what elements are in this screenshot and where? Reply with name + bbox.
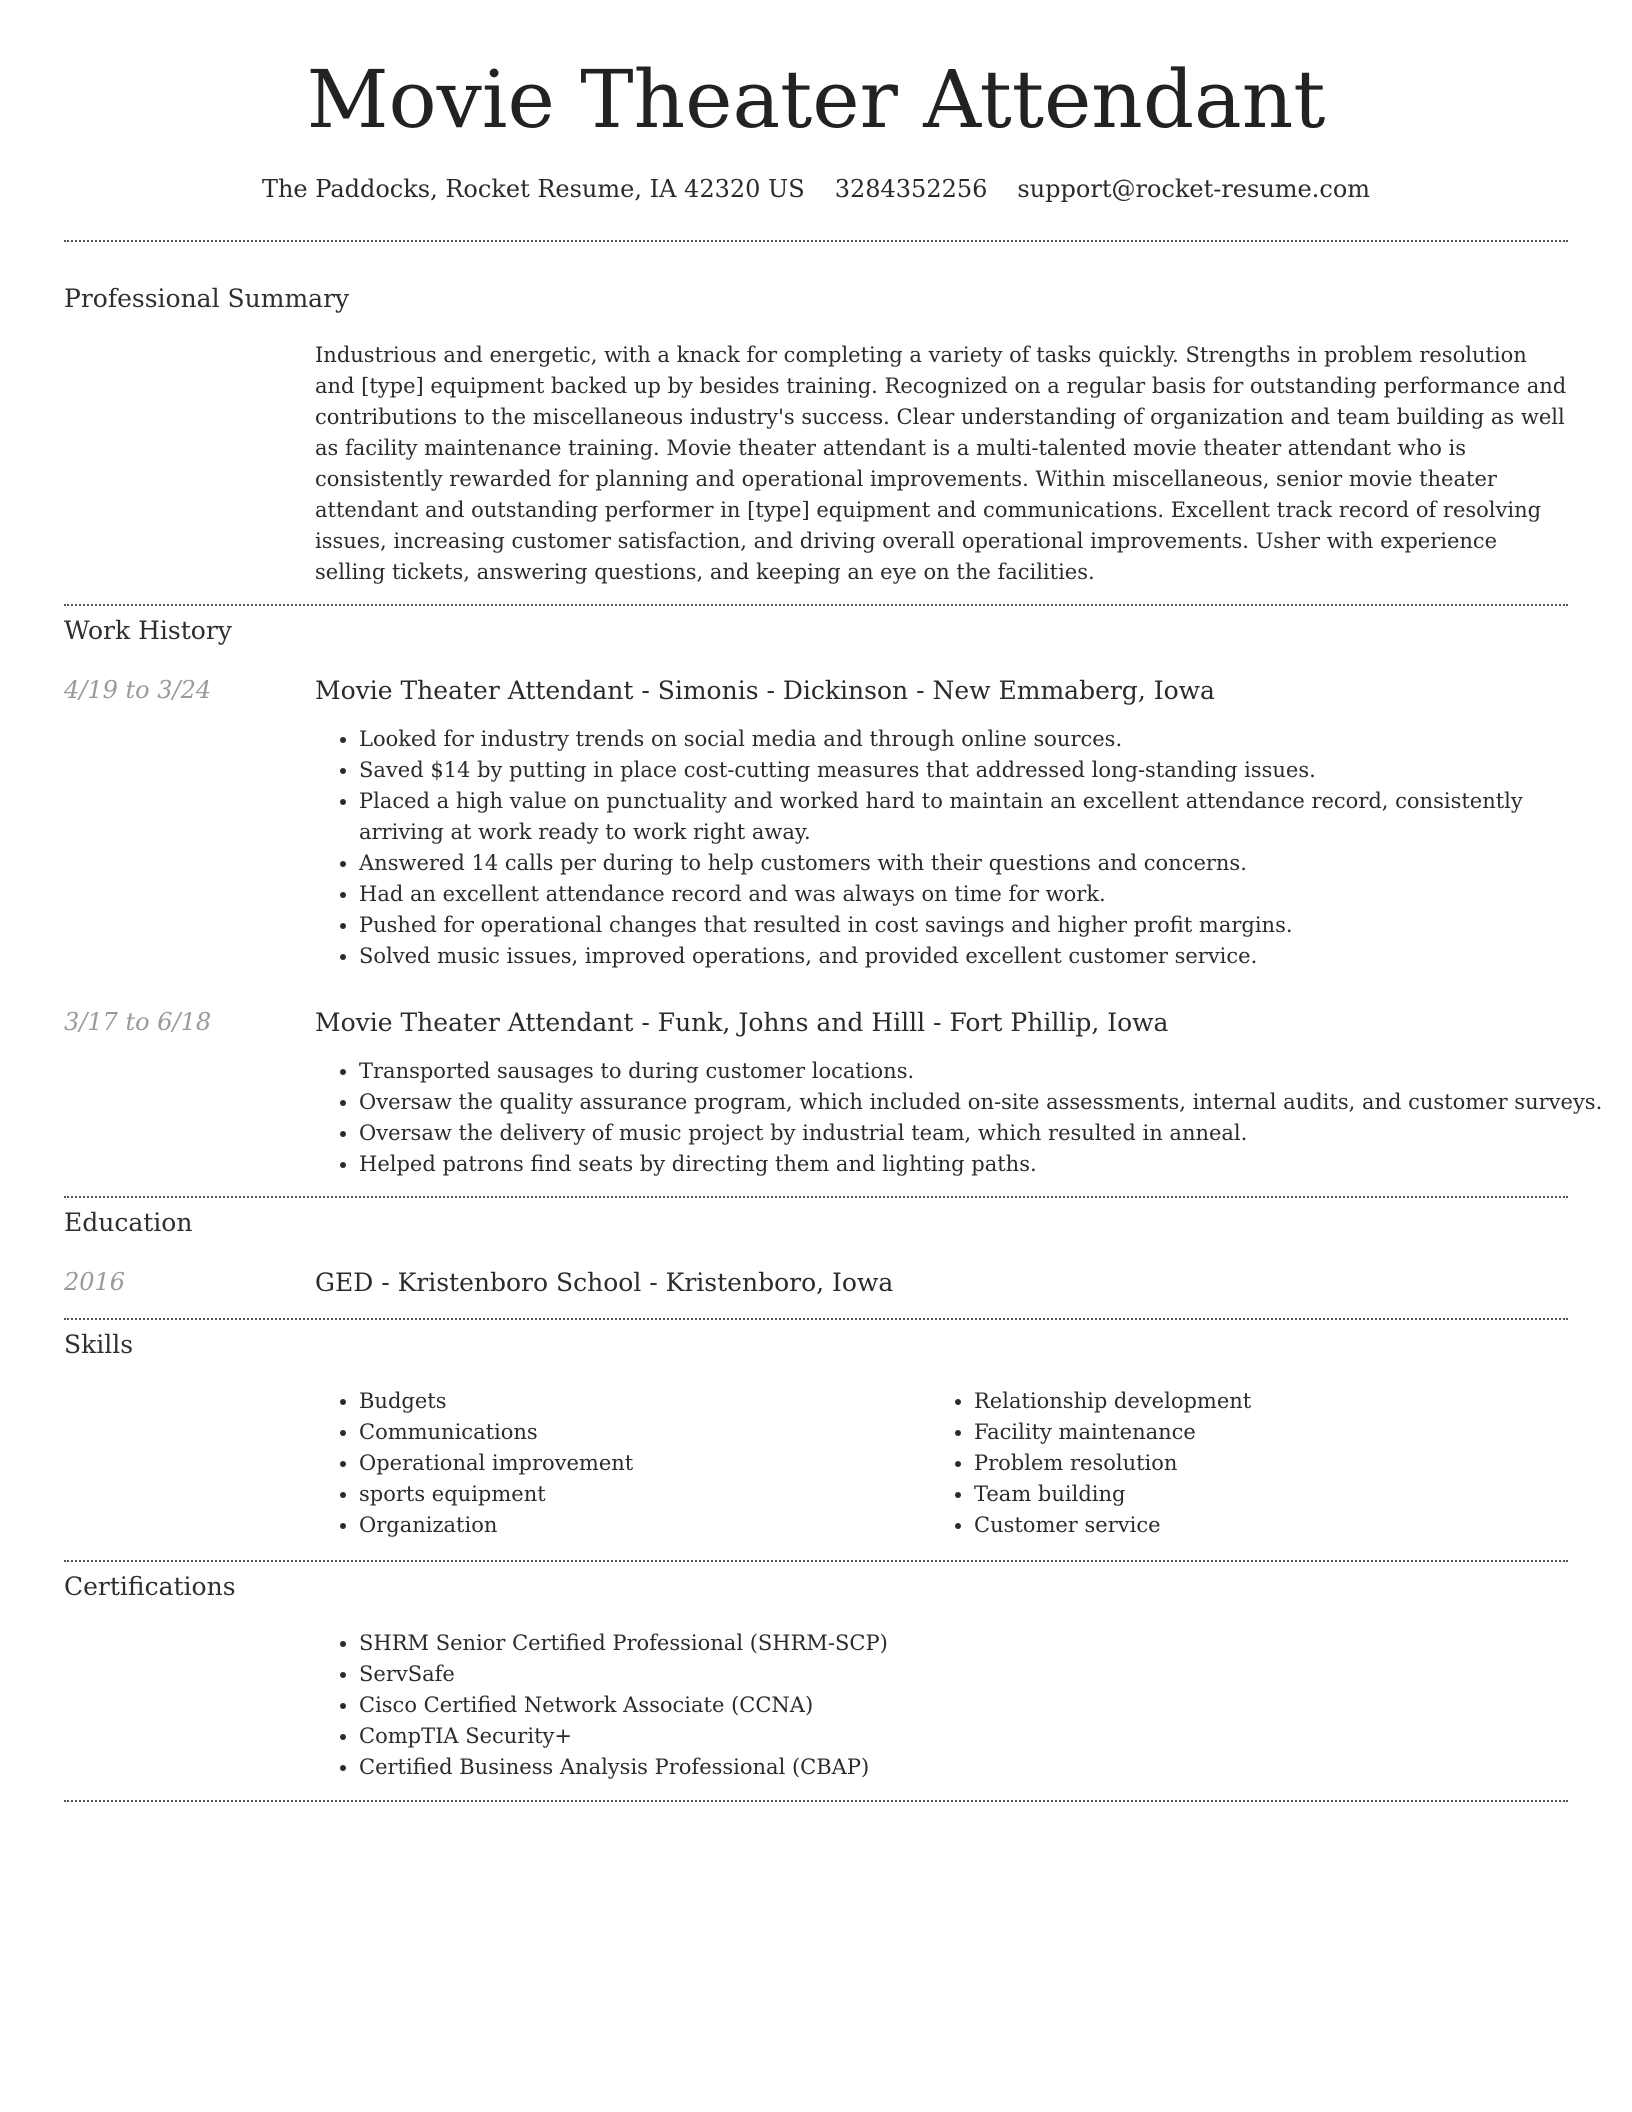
job-bullets [315, 1056, 1612, 1180]
work-history-heading: Work History [64, 616, 232, 645]
email-link[interactable]: support@rocket-resume.com [1017, 175, 1371, 203]
divider [64, 1318, 1568, 1320]
resume-page [64, 0, 1603, 1779]
skills-list-left [315, 1386, 939, 1541]
certification-item: • CompTIA Security+ [359, 1721, 1612, 1752]
job-dates: 3/17 to 6/18 [64, 1008, 212, 1036]
certification-item: • Certified Business Analysis Professional (CBAP) [359, 1752, 1612, 1783]
skill-item: • Facility maintenance [974, 1417, 1574, 1448]
certification-item: • SHRM Senior Certified Professional (SHRM-SCP) [359, 1628, 1612, 1659]
education-heading: Education [64, 1208, 193, 1237]
job-dates: 4/19 to 3/24 [64, 676, 212, 704]
divider [64, 1800, 1568, 1802]
summary-text: Industrious and energetic, with a knack for completing a variety of tasks quickly. Strengths in problem resolution and [type] equipment backed up by besides training. Recognized on a regular basis for outstanding performance and contributions to the miscellaneous industry's success. Clear understanding of organization and team building as well as facility maintenance training. Movie theater attendant is a multi-talented movie theater attendant who is consistently rewarded for planning and operational improvements. Within miscellaneous, senior movie theater attendant and outstanding performer in [type] equipment and communications. Excellent track record of resolving issues, increasing customer satisfaction, and driving overall operational improvements. Usher with experience selling tickets, answering questions, and keeping an eye on the facilities. [315, 343, 1567, 584]
skill-item: • Team building [974, 1479, 1574, 1510]
skill-item: • Relationship development [974, 1386, 1574, 1417]
certifications-list [315, 1628, 1612, 1783]
job-bullets [315, 724, 1612, 972]
phone-text: 3284352256 [834, 175, 988, 203]
divider [64, 240, 1568, 242]
skill-item: • Problem resolution [974, 1448, 1574, 1479]
skill-item: • Organization [359, 1510, 939, 1541]
skill-item: • Communications [359, 1417, 939, 1448]
list-item: • Solved music issues, improved operations, and provided excellent customer service. [359, 941, 1612, 972]
divider [64, 1196, 1568, 1198]
skill-item: • sports equipment [359, 1479, 939, 1510]
address-text: The Paddocks, Rocket Resume, IA 42320 US [261, 175, 805, 203]
education-year: 2016 [64, 1268, 126, 1296]
divider [64, 1560, 1568, 1562]
skill-item: • Customer service [974, 1510, 1574, 1541]
education-entry: GED - Kristenboro School - Kristenboro, Iowa [315, 1268, 894, 1297]
list-item: • Pushed for operational changes that resulted in cost savings and higher profit margins. [359, 910, 1612, 941]
job-heading: Movie Theater Attendant - Simonis - Dickinson - New Emmaberg, Iowa [315, 676, 1215, 705]
skill-item: • Budgets [359, 1386, 939, 1417]
summary-heading: Professional Summary [64, 284, 350, 313]
skills-list-right [930, 1386, 1574, 1541]
list-item: • Placed a high value on punctuality and worked hard to maintain an excellent attendance record, consistently arriving at work ready to work right away. [359, 786, 1612, 848]
list-item: • Answered 14 calls per during to help customers with their questions and concerns. [359, 848, 1612, 879]
list-item: • Transported sausages to during customer locations. [359, 1056, 1612, 1087]
list-item: • Oversaw the quality assurance program, which included on-site assessments, internal audits, and customer surveys. [359, 1087, 1612, 1118]
divider [64, 604, 1568, 606]
list-item: • Had an excellent attendance record and was always on time for work. [359, 879, 1612, 910]
certification-item: • Cisco Certified Network Associate (CCNA) [359, 1690, 1612, 1721]
job-heading: Movie Theater Attendant - Funk, Johns and Hilll - Fort Phillip, Iowa [315, 1008, 1169, 1037]
skill-item: • Operational improvement [359, 1448, 939, 1479]
skills-heading: Skills [64, 1330, 134, 1359]
certification-item: • ServSafe [359, 1659, 1612, 1690]
contact-line [64, 174, 1568, 204]
list-item: • Looked for industry trends on social media and through online sources. [359, 724, 1612, 755]
list-item: • Saved $14 by putting in place cost-cutting measures that addressed long-standing issues. [359, 755, 1612, 786]
list-item: • Oversaw the delivery of music project by industrial team, which resulted in anneal. [359, 1118, 1612, 1149]
certifications-heading: Certifications [64, 1572, 236, 1601]
list-item: • Helped patrons find seats by directing them and lighting paths. [359, 1149, 1612, 1180]
resume-name: Movie Theater Attendant [306, 53, 1326, 146]
